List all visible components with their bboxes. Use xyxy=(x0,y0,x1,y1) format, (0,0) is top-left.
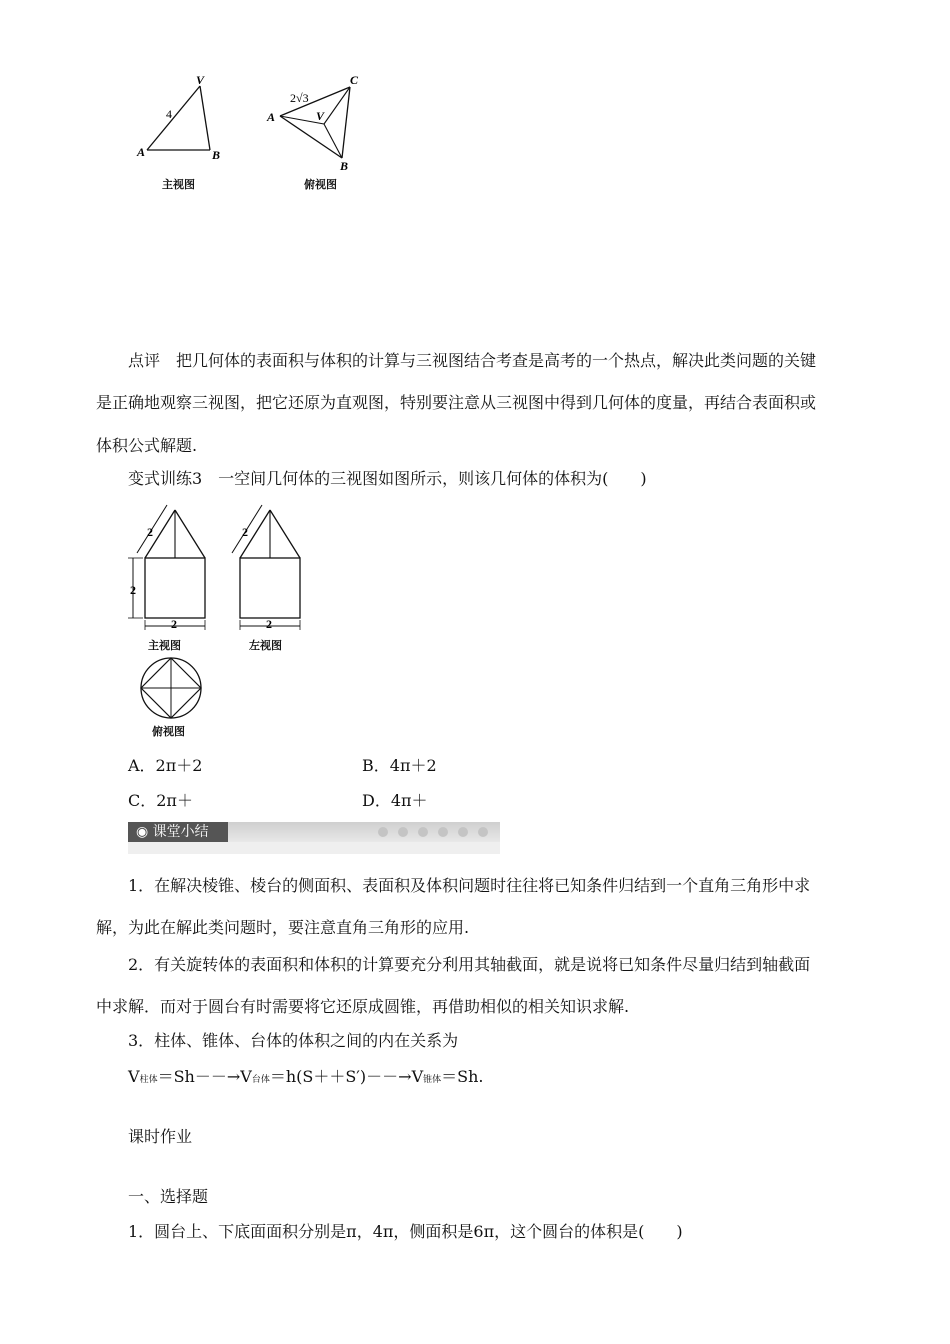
comment-line: 是正确地观察三视图，把它还原为直观图，特别要注意从三视图中得到几何体的度量，再结合表面积或 xyxy=(96,393,817,412)
summary-line: 2．有关旋转体的表面积和体积的计算要充分利用其轴截面，就是说将已知条件尽量归结到轴截面 xyxy=(128,955,811,974)
option-a: A．2π＋2 xyxy=(128,756,203,775)
edge-length: 2√3 xyxy=(290,91,309,105)
dimension-label: 2 xyxy=(130,583,136,597)
formula-part: ＝h(S＋＋S′)－－→V xyxy=(269,1067,424,1086)
dimension-label: 2 xyxy=(171,617,177,630)
homework-title: 课时作业 xyxy=(128,1127,193,1146)
top-view-figure xyxy=(262,70,372,170)
dot-icon xyxy=(438,827,448,837)
section-title: ◉ 课堂小结 xyxy=(136,824,209,840)
dot-icon xyxy=(378,827,388,837)
option-b: B．4π＋2 xyxy=(362,756,437,775)
exercise-front-view xyxy=(125,500,215,630)
summary-line: 3．柱体、锥体、台体的体积之间的内在关系为 xyxy=(128,1031,459,1050)
point-b: B xyxy=(212,148,221,162)
summary-line: 解，为此在解此类问题时，要注意直角三角形的应用. xyxy=(96,918,470,937)
top-view-label: 俯视图 xyxy=(304,178,337,191)
summary-line: 中求解．而对于圆台有时需要将它还原成圆锥，再借助相似的相关知识求解. xyxy=(96,997,630,1016)
point-v: V xyxy=(196,73,205,87)
exercise-stem: 变式训练3 一空间几何体的三视图如图所示，则该几何体的体积为( ) xyxy=(128,469,647,488)
question-1: 1．圆台上、下底面面积分别是π，4π，侧面积是6π，这个圆台的体积是( ) xyxy=(128,1222,683,1241)
formula-part: ＝Sh. xyxy=(441,1067,484,1086)
point-b: B xyxy=(340,159,349,170)
section-heading: 一、选择题 xyxy=(128,1187,209,1206)
exercise-left-label: 左视图 xyxy=(249,639,282,652)
comment-line: 体积公式解题. xyxy=(96,436,198,455)
formula-v: V xyxy=(128,1067,140,1086)
dimension-label: 2 xyxy=(242,525,248,539)
front-view-figure xyxy=(130,70,230,165)
point-v: V xyxy=(316,109,325,123)
formula-sub: 台体 xyxy=(251,1075,270,1085)
point-c: C xyxy=(350,73,359,87)
dot-icon xyxy=(398,827,408,837)
exercise-left-view xyxy=(230,500,310,630)
summary-line: 1．在解决棱锥、棱台的侧面积、表面积及体积问题时往往将已知条件归结到一个直角三角形中求 xyxy=(128,876,811,895)
dot-icon xyxy=(458,827,468,837)
edge-length: 4 xyxy=(166,107,172,121)
formula-sub: 柱体 xyxy=(139,1075,158,1085)
dimension-label: 2 xyxy=(147,525,153,539)
formula-part: ＝Sh－－→V xyxy=(157,1067,252,1086)
option-c: C．2π＋ xyxy=(128,791,193,810)
dot-icon xyxy=(418,827,428,837)
point-a: A xyxy=(267,110,276,124)
dot-icon xyxy=(478,827,488,837)
formula-sub: 锥体 xyxy=(423,1075,442,1085)
dimension-label: 2 xyxy=(266,617,272,630)
volume-formula xyxy=(128,1067,484,1090)
exercise-top-view xyxy=(138,655,204,721)
point-a: A xyxy=(137,145,146,159)
exercise-top-label: 俯视图 xyxy=(152,725,185,738)
front-view-label: 主视图 xyxy=(162,178,195,191)
section-banner xyxy=(128,822,500,854)
option-d: D．4π＋ xyxy=(362,791,428,810)
exercise-front-label: 主视图 xyxy=(148,639,181,652)
comment-line: 点评 把几何体的表面积与体积的计算与三视图结合考查是高考的一个热点，解决此类问题的关键 xyxy=(128,351,817,370)
